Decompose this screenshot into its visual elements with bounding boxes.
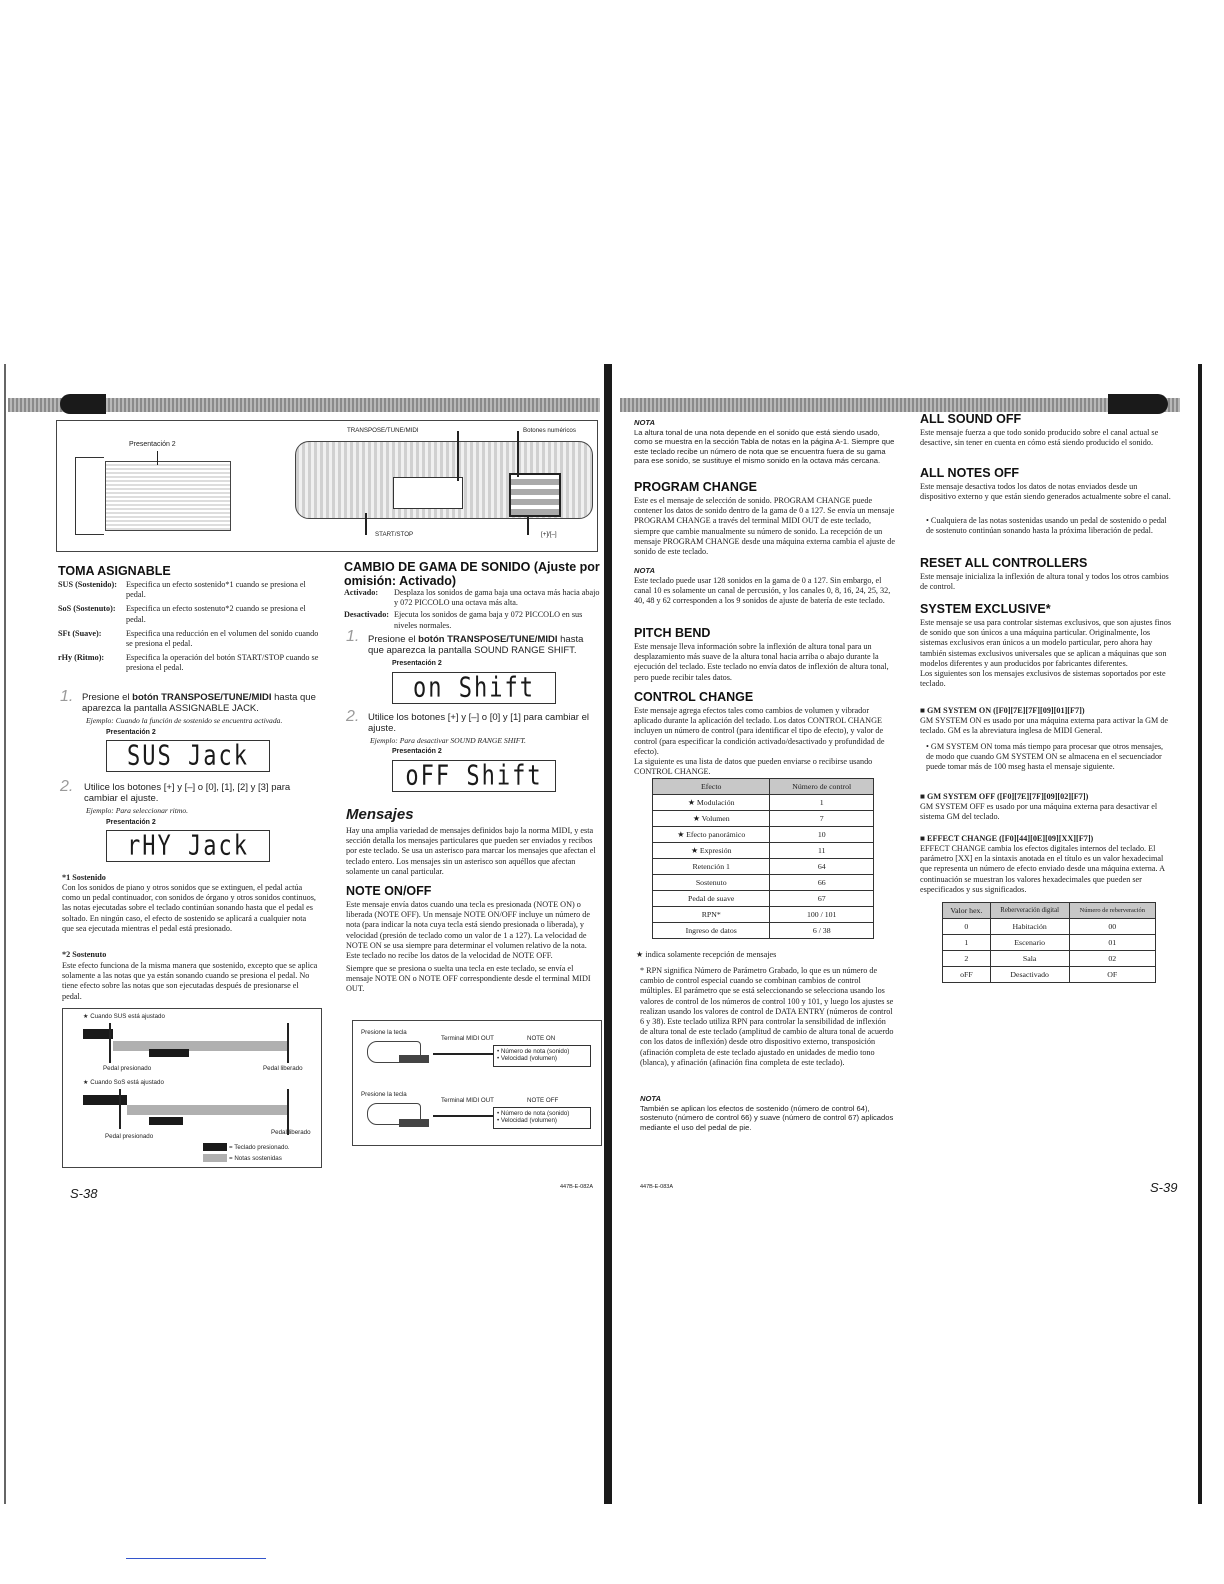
cell: 7 [770, 811, 874, 827]
table-row [653, 923, 874, 939]
toma-step1 [82, 692, 318, 714]
cc-table [652, 778, 874, 939]
nota2 [634, 566, 896, 606]
rpn-note: * RPN significa Número de Parámetro Grabado, lo que es un número de cambio de control especial cuando se combinan cambios de control múltiples. El parámetro que se está seleccionando se selecciona usando los valores de control de los números de control 100 y 101, y luego los ajustes se realizan usando los valores de control de DATA ENTRY (números de control 6 y 38). Este teclado utiliza RPN para controlar la sensibilidad de inflexión de altura tonal de este teclado (amplitud de cambio de altura tonal de acuerdo con los datos de inflexión) desde otro dispositivo externo, transposición (afinación completa de este teclado ajustado en unidades de medio tono (blanca), y afinación (afinación fina completa de este teclado). [640, 966, 894, 1067]
fig-terminal-off: Terminal MIDI OUT [441, 1097, 494, 1104]
table-row [943, 951, 1156, 967]
sos-title: ★ Cuando SoS está ajustado [83, 1079, 164, 1086]
table-row [653, 907, 874, 923]
right-page-edge [1198, 364, 1202, 1504]
cell: Habitación [990, 919, 1069, 935]
toma-term-row [58, 604, 320, 624]
table-row [653, 859, 874, 875]
star-note: ★ indica solamente recepción de mensajes [636, 950, 777, 959]
cambio-step2-number: 2. [346, 708, 360, 725]
fig-note-on: NOTE ON [527, 1035, 556, 1042]
cell: 6 / 38 [770, 923, 874, 939]
cell: oFF [943, 967, 991, 983]
term-desc: Desplaza los sonidos de gama baja una octava más hacia abajo y 072 PICCOLO una octava más alta. [394, 588, 600, 608]
col-header: Número de reberveración [1069, 903, 1155, 919]
cell: 2 [943, 951, 991, 967]
term-desc: Especifica un efecto sostenuto*2 cuando se presiona el pedal. [126, 604, 306, 624]
fig-release-label: Presione la tecla [361, 1091, 407, 1098]
term: rHy (Ritmo): [58, 653, 105, 663]
sos-pressed-label: Pedal presionado [105, 1133, 154, 1140]
box-on [493, 1045, 591, 1067]
key-release [399, 1119, 429, 1127]
toma-title: TOMA ASIGNABLE [58, 564, 171, 578]
nota3 [640, 1094, 896, 1132]
cambio-step2: Utilice los botones [+] y [–] o [0] y [1] para cambiar el ajuste. [368, 712, 589, 734]
cambio-terms [344, 588, 600, 631]
nota1-title: NOTA [634, 418, 655, 427]
cell: Ingreso de datos [653, 923, 770, 939]
step-text: Presione el [82, 692, 133, 703]
callout-plusminus: [+]/[–] [541, 531, 557, 538]
cell: 64 [770, 859, 874, 875]
display-pointer [157, 451, 158, 465]
lcd-text: on Shift [413, 672, 535, 704]
display-panel [105, 461, 231, 531]
table-row [943, 935, 1156, 951]
gmoff-text: GM SYSTEM OFF es usado por una máquina externa para desactivar el sistema GM del teclado. [920, 802, 1158, 822]
fig-terminal-on: Terminal MIDI OUT [441, 1035, 494, 1042]
cell: Sala [990, 951, 1069, 967]
fig-item-1: • Número de nota (sonido) [497, 1048, 570, 1055]
prog-text: Este es el mensaje de selección de sonido. PROGRAM CHANGE puede contener los datos de sonido dentro de la gama de 0 a 127. Se envía un mensaje PROGRAM CHANGE a través del terminal MIDI OUT de este teclado, siempre que cambie manualmente su número de sonido. La recepción de un mensaje PROGRAM CHANGE desde una máquina externa cambia el ajuste de sonido de este teclado. [634, 496, 896, 557]
cell: 01 [1069, 935, 1155, 951]
cc-title: CONTROL CHANGE [634, 690, 754, 704]
cambio-lcd2-label: Presentación 2 [392, 748, 442, 755]
cell: 100 / 101 [770, 907, 874, 923]
page-number-left: S-38 [70, 1186, 98, 1201]
callout-transpose-line [457, 431, 459, 481]
bottom-rule [126, 1558, 266, 1559]
pitch-text: Este mensaje lleva información sobre la inflexión de altura tonal para un desplazamiento más suave de la altura tonal hacia arriba o abajo durante la ejecución del teclado. Este teclado no envía datos de inflexión de altura tonal, pero puede recibir tales datos. [634, 642, 889, 682]
key-press [399, 1055, 429, 1063]
cell: OF [1069, 967, 1155, 983]
ano-title: ALL NOTES OFF [920, 466, 1020, 480]
cell: 10 [770, 827, 874, 843]
toma-step1-example: Ejemplo: Cuando la función de sostenido se encuentra activada. [86, 716, 283, 725]
keyboard-lcd [393, 477, 463, 509]
cell: 1 [943, 935, 991, 951]
footnote2-text: Este efecto funciona de la misma manera que sostenido, excepto que se aplica solamente a las notas que ya están sonando cuando se presiona el pedal. No tiene efecto sobre las notas que son ejecutadas después de presionarse el pedal. [62, 961, 318, 1001]
sos-pedal-line [119, 1089, 121, 1129]
display-bracket [75, 457, 104, 535]
step-text: Presione el [368, 634, 419, 645]
toma-lcd1-label: Presentación 2 [106, 729, 156, 736]
fig-note-off: NOTE OFF [527, 1097, 559, 1104]
ec-text: EFFECT CHANGE cambia los efectos digitales internos del teclado. El parámetro [XX] en la sintaxis anotada en el título es un valor hexadecimal que representa un número de efecto enviado desde una máquina externa. A continuación se muestran los valores hexadecimales que pueden ser especificados y sus significados. [920, 844, 1165, 894]
nota1-text: La altura tonal de una nota depende en el sonido que está siendo usado, como se muestra en la sección Tabla de notas en la página A-1. Siempre que este teclado recibe un número de nota que se encuentra fuera de su gama para ese sonido, se sustituye el mismo sonido en la octava más cercana. [634, 427, 895, 466]
fig-press-label: Presione la tecla [361, 1029, 407, 1036]
nota3-title: NOTA [640, 1094, 661, 1103]
table-row [653, 875, 874, 891]
cambio-on-row [344, 588, 600, 608]
gmon-title: ■ GM SYSTEM ON ([F0][7E][7F][09][01][F7]) [920, 706, 1085, 715]
sus-title: ★ Cuando SUS está ajustado [83, 1013, 165, 1020]
sus-pressed-label: Pedal presionado [103, 1065, 152, 1072]
nota2-title: NOTA [634, 566, 655, 575]
sus-pedal-line [109, 1023, 111, 1063]
code-left: 447B-E-082A [560, 1184, 594, 1190]
code-right: 447B-E-083A [640, 1184, 674, 1190]
cell: 00 [1069, 919, 1155, 935]
callout-startstop-line [365, 513, 367, 535]
cell: Desactivado [990, 967, 1069, 983]
cell: 0 [943, 919, 991, 935]
table-row [653, 795, 874, 811]
callout-plusminus-line [527, 517, 529, 535]
sos-key-bar2 [149, 1117, 183, 1125]
cell: ★ Volumen [653, 811, 770, 827]
cambio-step2-example: Ejemplo: Para desactivar SOUND RANGE SHIFT. [370, 736, 526, 745]
sos-sounding-bar [127, 1105, 289, 1115]
page-gutter [604, 364, 612, 1504]
cell: Sostenuto [653, 875, 770, 891]
cell: 67 [770, 891, 874, 907]
step-bold: botón TRANSPOSE/TUNE/MIDI [418, 634, 558, 645]
col-header: Valor hex. [943, 903, 991, 919]
sus-release-line [287, 1023, 289, 1063]
lcd-text: SUS Jack [127, 740, 249, 772]
gmon-bullet: • GM SYSTEM ON toma más tiempo para procesar que otros mensajes, de modo que cuando GM SYSTEM ON se almacena en el secuenciador puede tomar más de 100 mseg hasta el mensaje siguiente. [926, 742, 1164, 772]
noteonoff-text2: Siempre que se presiona o suelta una tecla en este teclado, se envía el mensaje NOTE ON o NOTE OFF correspondiente desde el terminal MIDI OUT. [346, 964, 591, 994]
box-off [493, 1107, 591, 1129]
noteonoff-title: NOTE ON/OFF [346, 884, 432, 898]
toma-lcd1 [106, 740, 270, 772]
effect-table [942, 902, 1156, 983]
sx-text-1: Este mensaje se usa para controlar sistemas exclusivos, que son ajustes finos de sonido que son únicos a una máquina particular. Originalmente, los sistemas exclusivos eran únicos a un modelo particular, pero ahora hay también sistemas exclusivos universales que se aplican a máquinas que son modelos diferentes y aun producidos por fabricantes diferentes. [920, 618, 1172, 668]
sx-title: SYSTEM EXCLUSIVE* [920, 602, 1051, 616]
cell: 1 [770, 795, 874, 811]
table-row [943, 919, 1156, 935]
cambio-title: CAMBIO DE GAMA DE SONIDO (Ajuste por omisión: Activado) [344, 560, 600, 588]
fig-item-1: • Número de nota (sonido) [497, 1110, 570, 1117]
cambio-step1 [368, 634, 600, 656]
cambio-lcd1 [392, 672, 556, 704]
cell: Pedal de suave [653, 891, 770, 907]
fig-item-2: • Velocidad (volumen) [497, 1055, 557, 1062]
fig-item-2: • Velocidad (volumen) [497, 1117, 557, 1124]
term-desc: Especifica un efecto sostenido*1 cuando se presiona el pedal. [126, 580, 306, 600]
term: Activado: [344, 588, 379, 597]
nota3-text: También se aplican los efectos de sostenido (número de control 64), sostenuto (número de control 66) y suave (número de control 67) aplicados mediante el uso del pedal de pie. [640, 1103, 894, 1132]
term: Desactivado: [344, 610, 390, 620]
table-row [943, 967, 1156, 983]
cambio-lcd1-label: Presentación 2 [392, 660, 442, 667]
page-number-right: S-39 [1150, 1180, 1178, 1195]
toma-term-row [58, 580, 320, 600]
cell: 02 [1069, 951, 1155, 967]
mensajes-text: Hay una amplia variedad de mensajes definidos bajo la norma MIDI, y esta sección detalla los mensajes particulares que pueden ser enviados y recibos por este teclado. Se usa un asterisco para marcar los mensajes que afectan el teclado entero. Los mensajes sin un asterisco son aquéllos que afectan solamente un canal particular. [346, 826, 596, 876]
ano-text: Este mensaje desactiva todos los datos de notas enviados desde un dispositivo externo y que están siendo generados actualmente sobre el canal. [920, 482, 1171, 502]
cell: RPN* [653, 907, 770, 923]
lcd-text: rHY Jack [127, 830, 249, 862]
cc-text-1: Este mensaje agrega efectos tales como cambios de volumen y vibrador aplicado durante la aplicación del teclado. Los datos CONTROL CHANGE incluyen un número de control (para identificar el tipo de efecto), y valor de control (para especificar la condición activado/desactivado y profundidad de efecto). [634, 706, 885, 756]
arrow-off [433, 1115, 493, 1117]
sus-released-label: Pedal liberado [263, 1065, 303, 1072]
pitch-title: PITCH BEND [634, 626, 711, 640]
legend-pressed-swatch [203, 1143, 227, 1151]
aso-title: ALL SOUND OFF [920, 412, 1022, 426]
cell: Escenario [990, 935, 1069, 951]
table-row [653, 811, 874, 827]
mensajes-title: Mensajes [346, 806, 414, 823]
toma-lcd2 [106, 830, 270, 862]
toma-term-row [58, 629, 320, 649]
sus-key-bar2 [149, 1049, 189, 1057]
effect-table-header [943, 903, 1156, 919]
display-label: Presentación 2 [129, 441, 176, 448]
sos-released-label: Pedal liberado [271, 1129, 311, 1136]
cell: ★ Expresión [653, 843, 770, 859]
toma-step2-number: 2. [60, 778, 74, 795]
col-header: Reberveración digital [990, 903, 1069, 919]
sus-sounding-bar [113, 1041, 289, 1051]
table-row [653, 827, 874, 843]
callout-transpose: TRANSPOSE/TUNE/MIDI [347, 427, 419, 434]
term: SUS (Sostenido): [58, 580, 117, 589]
col-header: Número de control [770, 779, 874, 795]
prog-title: PROGRAM CHANGE [634, 480, 757, 494]
aso-text: Este mensaje fuerza a que todo sonido producido sobre el canal actual se desactive, sin tener en cuenta en cómo está siendo producido el sonido. [920, 428, 1159, 448]
footnote2-title: *2 Sostenuto [62, 950, 107, 959]
rac-text: Este mensaje inicializa la inflexión de altura tonal y todos los otros cambios de control. [920, 572, 1169, 592]
keyboard-figure [56, 420, 598, 552]
rac-title: RESET ALL CONTROLLERS [920, 556, 1088, 570]
arrow-on [433, 1053, 493, 1055]
legend-pressed: = Teclado presionado. [229, 1144, 290, 1151]
term: SFt (Suave): [58, 628, 102, 638]
footnote1-title: *1 Sostenido [62, 873, 106, 882]
cell: 11 [770, 843, 874, 859]
sx-text [920, 618, 1172, 689]
cell: 66 [770, 875, 874, 891]
cambio-off-row [344, 610, 600, 630]
noteonoff-text: Este mensaje envía datos cuando una tecla es presionada (NOTE ON) o liberada (NOTE OFF). Un mensaje NOTE ON/OFF incluye un número de nota (para indicar la nota cuya tecla está siendo presionada o liberada), y velocidad (presión de teclado como un valor de 1 a 127). La velocidad de NOTE ON se usa siempre para determinar el volumen relativo de la nota. Este teclado no recibe los datos de la velocidad de NOTE OFF. [346, 900, 590, 961]
table-row [653, 891, 874, 907]
legend-sounding-swatch [203, 1154, 227, 1162]
cambio-step1-number: 1. [346, 628, 360, 645]
cc-table-header [653, 779, 874, 795]
term: SoS (Sostenuto): [58, 604, 116, 614]
step-bold: botón TRANSPOSE/TUNE/MIDI [132, 692, 272, 703]
toma-term-row [58, 653, 320, 673]
toma-step1-number: 1. [60, 688, 74, 705]
ec-title: ■ EFFECT CHANGE ([F0][44][0E][09][XX][F7]) [920, 834, 1094, 843]
pedal-diagram [62, 1008, 322, 1168]
cc-text [634, 706, 896, 777]
toma-lcd2-label: Presentación 2 [106, 819, 156, 826]
callout-numeric: Botones numéricos [523, 427, 576, 434]
step-text: hasta que aparezca la pantalla ASSIGNABLE JACK. [82, 692, 316, 714]
midi-out-figure [352, 1020, 602, 1146]
right-header-tab [1108, 394, 1168, 414]
toma-step2-example: Ejemplo: Para seleccionar ritmo. [86, 806, 189, 815]
cc-text-2: La siguiente es una lista de datos que pueden enviarse o recibirse usando CONTROL CHANGE. [634, 757, 873, 777]
numeric-keypad [509, 473, 561, 517]
sx-text-2: Los siguientes son los mensajes exclusivos de sistemas soportados por este teclado. [920, 669, 1166, 689]
term-desc: Ejecuta los sonidos de gama baja y 072 PICCOLO en sus niveles normales. [394, 610, 583, 630]
cell: ★ Modulación [653, 795, 770, 811]
table-row [653, 843, 874, 859]
callout-startstop: START/STOP [375, 531, 414, 538]
callout-numeric-line [517, 431, 519, 477]
toma-step2: Utilice los botones [+] y [–] o [0], [1], [2] y [3] para cambiar el ajuste. [84, 782, 291, 804]
nota1 [634, 418, 896, 466]
nota2-text: Este teclado puede usar 128 sonidos en la gama de 0 a 127. Sin embargo, el canal 10 es solamente un canal de percusión, y los canales 0, 8, 16, 24, 25, 32, 40, 48 y 62 corresponden a los 9 sonidos de ajuste de batería de este teclado. [634, 575, 891, 605]
legend-sounding: = Notas sostenidas [229, 1155, 282, 1162]
left-page-edge [4, 364, 6, 1504]
col-header: Efecto [653, 779, 770, 795]
term-desc: Especifica una reducción en el volumen del sonido cuando se presiona el pedal. [126, 628, 319, 649]
step-text: hasta que aparezca la pantalla SOUND RANGE SHIFT. [368, 634, 584, 656]
cell: Retención 1 [653, 859, 770, 875]
gmon-text: GM SYSTEM ON es usado por una máquina externa para activar la GM de teclado. GM es la abreviatura inglesa de MIDI General. [920, 716, 1169, 736]
lcd-text: oFF Shift [405, 760, 543, 792]
left-header-tab [60, 394, 106, 414]
cell: ★ Efecto panorámico [653, 827, 770, 843]
gmoff-title: ■ GM SYSTEM OFF ([F0][7E][7F][09][02][F7]) [920, 792, 1089, 801]
footnote1-text: Con los sonidos de piano y otros sonidos que se extinguen, el pedal actúa como un pedal continuador, con sonidos de órgano y otros sonidos continuos, las notas ejecutadas sobre el teclado continúan sonando hasta que el pedal es soltado. En ningún caso, el efecto de sostenido se aplicará a cualquier nota que sea ejecutada mientras el pedal está presionado. [62, 883, 316, 933]
term-desc: Especifica la operación del botón START/STOP cuando se presiona el pedal. [126, 653, 319, 673]
right-header-band [620, 398, 1180, 412]
ano-bullet: • Cualquiera de las notas sostenidas usando un pedal de sostenido o pedal de sostenuto continúan sonando hasta la próxima liberación de pedal. [926, 516, 1167, 536]
toma-terms [58, 580, 320, 678]
cambio-lcd2 [392, 760, 556, 792]
